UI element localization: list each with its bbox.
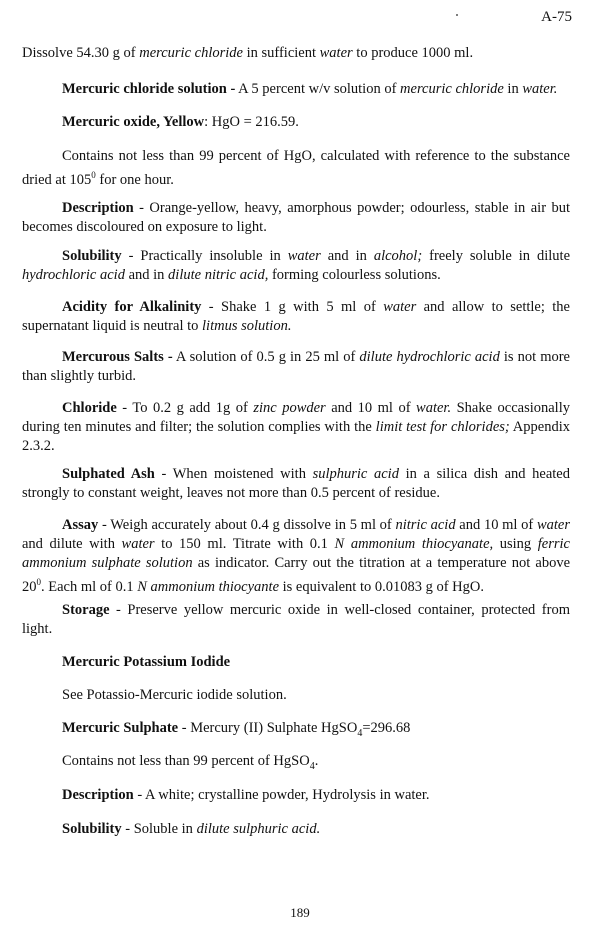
paragraph-storage: Storage - Preserve yellow mercuric oxide in well-closed container, protected from light. bbox=[22, 602, 570, 637]
paragraph-mercuric-chloride-solution: Mercuric chloride solution - A 5 percent w/v solution of mercuric chloride in water. bbox=[62, 81, 558, 97]
paragraph-description-sulphate: Description - A white; crystalline powder, Hydrolysis in water. bbox=[62, 787, 430, 803]
paragraph-solubility-sulphate: Solubility - Soluble in dilute sulphuric acid. bbox=[62, 821, 321, 837]
paragraph-solubility: Solubility - Practically insoluble in water and in alcohol; freely soluble in dilute hydrochloric acid and in dilute nitric acid, forming colourless solutions. bbox=[22, 248, 570, 283]
paragraph-contains: Contains not less than 99 percent of HgO, calculated with reference to the substance dried at $105^0$ for one hour. bbox=[22, 148, 570, 188]
paragraph-chloride: Chloride - To 0.2 g add 1g of zinc powder and 10 ml of water. Shake occasionally during ten minutes and filter; the solution complies with the limit test for chlorides; Appendix 2.3.2. bbox=[22, 400, 570, 454]
paragraph-mercuric-sulphate: Mercuric Sulphate - Mercury (II) Sulphate HgSO$_4$=296.68 bbox=[62, 720, 411, 739]
paragraph-see-potassio: See Potassio-Mercuric iodide solution. bbox=[62, 687, 287, 703]
paragraph-acidity: Acidity for Alkalinity - Shake 1 g with 5 ml of water and allow to settle; the supernatant liquid is neutral to litmus solution. bbox=[22, 299, 570, 334]
scan-speck bbox=[456, 14, 458, 16]
paragraph-description: Description - Orange-yellow, heavy, amorphous powder; odourless, stable in air but becomes discoloured on exposure to light. bbox=[22, 200, 570, 235]
paragraph-mercurous-salts: Mercurous Salts - A solution of 0.5 g in 25 ml of dilute hydrochloric acid is not more than slightly turbid. bbox=[22, 349, 570, 384]
paragraph-contains-hgso4: Contains not less than 99 percent of HgSO$_4$. bbox=[62, 753, 319, 772]
page-number: 189 bbox=[290, 905, 310, 920]
heading-mercuric-potassium-iodide: Mercuric Potassium Iodide bbox=[62, 654, 231, 670]
page-code: A-75 bbox=[541, 9, 572, 25]
paragraph-sulphated-ash: Sulphated Ash - When moistened with sulphuric acid in a silica dish and heated strongly to constant weight, leaves not more than 0.5 percent of residue. bbox=[22, 466, 570, 501]
paragraph-dissolve: Dissolve 54.30 g of mercuric chloride in sufficient water to produce 1000 ml. bbox=[22, 45, 474, 61]
paragraph-mercuric-oxide-yellow: Mercuric oxide, Yellow: HgO = 216.59. bbox=[62, 114, 299, 130]
paragraph-assay: Assay - Weigh accurately about 0.4 g dissolve in 5 ml of nitric acid and 10 ml of water and dilute with water to 150 ml. Titrate with 0.1 N ammonium thiocyanate, using ferric ammonium sulphate solution as indicator. Carry out the titration at a temperature not above $20^0$. Each ml of 0.1 N ammonium thiocyante is equivalent to 0.01083 g of HgO. bbox=[22, 517, 571, 595]
